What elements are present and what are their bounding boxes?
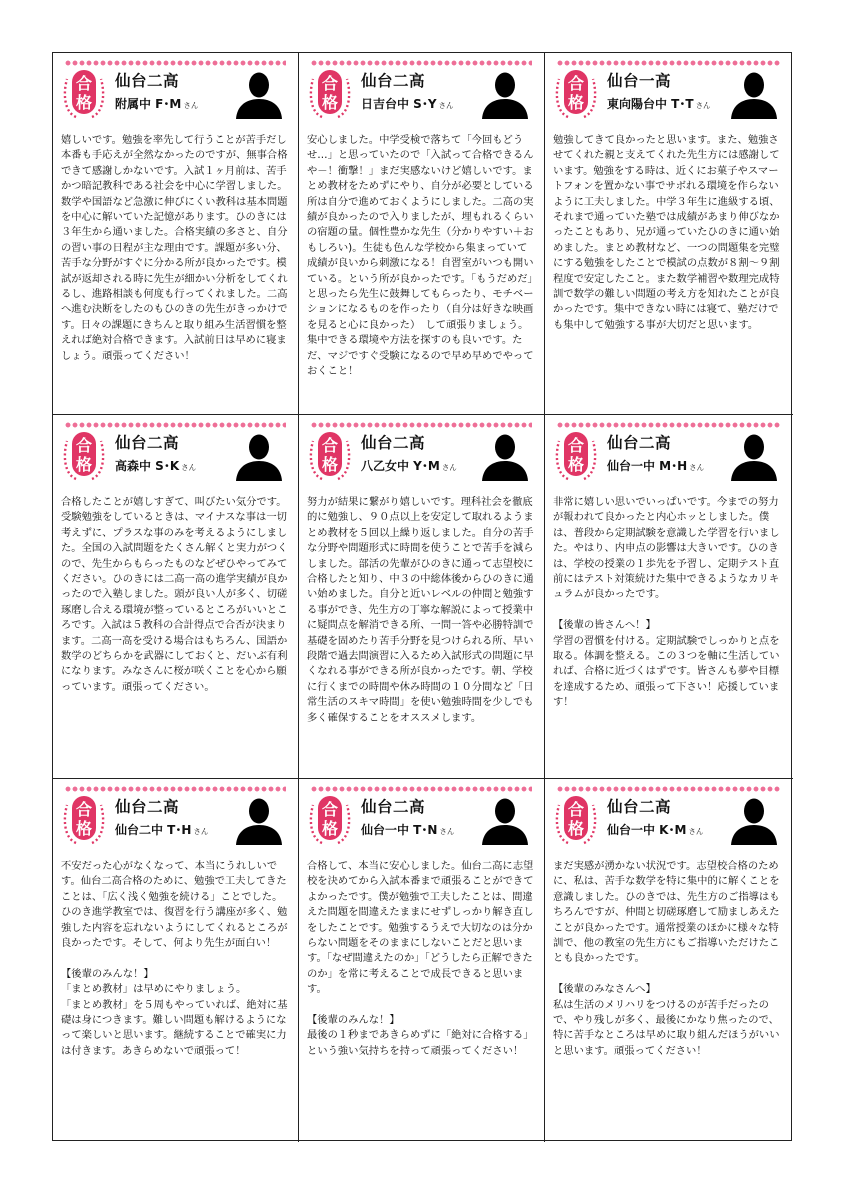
school-name: 仙台二高 <box>361 72 426 90</box>
testimonial-text: 努力が結果に繋がり嬉しいです。理科社会を徹底的に勉強し、９０点以上を安定して取れるようまとめ教材を５回以上繰り返しました。自分の苦手な分野や問題形式に時間を使うことで苦手を減らしました。部活の先輩がひのきに通って志望校に合格したと知り、中３の中総体後からひのきに通い始めました。自分と近いレベルの仲間と勉強する事ができ、先生方の丁寧な解説によって授業中に疑問点を解消できる所、一問一答や必勝特訓で基礎を固めたり苦手分野を見つけられる所、早い段階で過去問演習に入るため入試形式の問題に早くなれる事ができる所が良かったです。朝、学校に行くまでの時間や休み時間の１０分間など「日常生活のスキマ時間」を使い勉強時間を少しでも多く確保することをオススメします。 <box>307 496 534 724</box>
pass-badge-icon <box>61 429 107 481</box>
school-name: 仙台一高 <box>607 72 672 90</box>
testimonial-card <box>545 779 793 1142</box>
star-border-icon <box>65 60 286 66</box>
svg-text:格: 格 <box>567 455 585 474</box>
testimonial-card <box>53 53 299 415</box>
star-border-icon <box>311 422 532 428</box>
school-name: 仙台二高 <box>115 72 180 90</box>
pass-badge-icon <box>307 429 353 481</box>
student-name: 仙台一中 K･M さん <box>607 823 704 837</box>
svg-text:合: 合 <box>567 436 585 455</box>
student-name: 日吉台中 S･Y さん <box>361 97 454 111</box>
pass-badge-icon <box>307 67 353 119</box>
svg-text:合: 合 <box>75 436 93 455</box>
star-border-icon <box>65 786 286 792</box>
card-header <box>53 415 298 487</box>
student-name: 仙台二中 T･H さん <box>115 823 209 837</box>
star-border-icon <box>65 422 286 428</box>
person-silhouette-icon <box>729 431 779 481</box>
card-header <box>53 53 298 125</box>
svg-text:格: 格 <box>321 819 339 838</box>
card-header <box>545 53 793 125</box>
card-header <box>299 415 544 487</box>
card-header <box>299 53 544 125</box>
school-name: 仙台二高 <box>361 434 426 452</box>
student-name: 東向陽台中 T･T さん <box>607 97 711 111</box>
student-name: 仙台一中 T･N さん <box>361 823 455 837</box>
testimonial-text: 勉強してきて良かったと思います。また、勉強させてくれた親と支えてくれた先生方には感謝しています。勉強をする時は、近くにお菓子やスマートフォンを置かない事でサボれる環境を作らないように工夫しました。中学３年生に進級する頃、それまで通っていた塾では成績があまり伸びなかったこともあり、兄が通っていたひのきに通い始めました。まとめ教材など、一つの問題集を完璧にする勉強をしたことで模試の点数が８割～９割程度で安定したこと。また数学補習や数理完成特訓で数学の難しい問題の考え方を知れたことが良かったです。集中できない時には寝て、塾だけでも集中して勉強する事が大切だと思います。 <box>553 134 780 331</box>
pass-badge-icon <box>61 793 107 845</box>
svg-text:合: 合 <box>321 74 339 93</box>
testimonial-card <box>299 53 545 415</box>
person-silhouette-icon <box>234 431 284 481</box>
svg-text:合: 合 <box>75 74 93 93</box>
student-name: 高森中 S･K さん <box>115 459 197 473</box>
student-name: 八乙女中 Y･M さん <box>361 459 457 473</box>
school-name: 仙台二高 <box>607 434 672 452</box>
testimonial-card <box>299 779 545 1142</box>
person-silhouette-icon <box>729 69 779 119</box>
pass-badge-icon <box>307 793 353 845</box>
testimonial-text: まだ実感が湧かない状況です。志望校合格のために、私は、苦手な数学を特に集中的に解くことを意識しました。ひのきでは、先生方のご指導はもちろんですが、仲間と切磋琢磨して励ましあえたことが良かったです。通常授業のほかに様々な特訓で、他の教室の先生方にもご指導いただけたことも良かったです。 【後輩のみなさんへ】 私は生活のメリハリをつけるのが苦手だったので、やり残しが多く、最後にかなり焦ったので、特に苦手なところは早めに取り組んだほうがいいと思います。頑張ってください！ <box>553 860 780 1057</box>
svg-text:格: 格 <box>567 819 585 838</box>
testimonial-text: 嬉しいです。勉強を率先して行うことが苦手だし本番も手応えが全然なかったのですが、無事合格できて感謝しかないです。入試１ヶ月前は、苦手かつ暗記教科である社会を中心に学習しました。数学や国語など急激に伸びにくい教科は基本問題を中心に解いていた記憶があります。ひのきには３年生から通いました。合格実績の多さと、自分の習い事の日程が主な理由です。課題が多い分、苦手な分野がすぐに分かる所が良かったです。模試が返却される時に先生が細かい分析をしてくれるし、進路相談も何度も行ってくれました。二高へ進む決断をしたのもひのきの先生がきっかけです。日々の課題にきちんと取り組み生活習慣を整えれば絶対合格できます。入試前日は早めに寝ましょう。頑張ってください！ <box>61 134 288 362</box>
svg-text:格: 格 <box>75 455 93 474</box>
person-silhouette-icon <box>234 69 284 119</box>
star-border-icon <box>557 60 781 66</box>
svg-text:合: 合 <box>321 436 339 455</box>
star-border-icon <box>557 786 781 792</box>
svg-text:格: 格 <box>321 455 339 474</box>
testimonial-text: 安心しました。中学受検で落ちて「今回もどうせ…」と思っていたので「入試って合格できるんや－！衝撃！」まだ実感ないけど嬉しいです。まとめ教材をためずにやり、自分が必要としている所は自分で進めておくようにしました。二高の実績が良かったので入りましたが、埋もれるくらいの宿題の量。個性豊かな先生（分かりやすい＋おもしろい)。生徒も色んな学校から集まっていて成績が良いから刺激になる！自習室がいつも開いている。という所が良かったです。「もうだめだ」と思ったら先生に鼓舞してもらったり、モチベーションになるものを作ったり（自分は好きな映画を見ると心に良かった） して頑張りましょう。集中できる環境や方法を探すのも良いです。ただ、マジですぐ受験になるので早め早めでやっておくこと！ <box>307 134 534 378</box>
testimonial-card <box>545 53 793 415</box>
testimonial-card <box>299 415 545 779</box>
person-silhouette-icon <box>729 795 779 845</box>
testimonial-text: 非常に嬉しい思いでいっぱいです。今までの努力が報われて良かったと内心ホッとしました。僕は、普段から定期試験を意識した学習を行いました。やはり、内申点の影響は大きいです。ひのきは、学校の授業の１歩先を予習し、定期テスト直前にはテスト対策続けた集中できるようなカリキュラムが良かったです。 【後輩の皆さんへ！】 学習の習慣を付ける。定期試験でしっかりと点を取る。体調を整える。この３つを軸に生活していれば、合格に近づくはずです。皆さんも夢や目標を達成するため、頑張って下さい！応援しています！ <box>553 496 780 709</box>
svg-text:格: 格 <box>75 93 93 112</box>
person-silhouette-icon <box>480 795 530 845</box>
svg-text:格: 格 <box>321 93 339 112</box>
pass-badge-icon <box>553 67 599 119</box>
testimonial-card <box>53 779 299 1142</box>
svg-text:格: 格 <box>75 819 93 838</box>
person-silhouette-icon <box>480 69 530 119</box>
school-name: 仙台二高 <box>361 798 426 816</box>
star-border-icon <box>311 786 532 792</box>
pass-badge-icon <box>553 429 599 481</box>
school-name: 仙台二高 <box>115 434 180 452</box>
svg-text:合: 合 <box>567 800 585 819</box>
star-border-icon <box>557 422 781 428</box>
svg-text:合: 合 <box>321 800 339 819</box>
person-silhouette-icon <box>234 795 284 845</box>
testimonial-text: 不安だった心がなくなって、本当にうれしいです。仙台二高合格のために、勉強で工夫してきたことは、「広く浅く勉強を続ける」ことでした。ひのき進学教室では、復習を行う講座が多く、勉強した内容を忘れないようにしてくれるところが良かったです。そして、何より先生が面白い！ 【後輩のみんな！】 「まとめ教材」は早めにやりましょう。 「まとめ教材」を５周もやっていれば、絶対に基礎は身につきます。難しい問題も解けるようになって楽しいと思います。継続することで確実に力は付きます。あきらめないで頑張って！ <box>61 860 288 1057</box>
testimonial-card <box>545 415 793 779</box>
card-header <box>545 779 793 851</box>
testimonial-text: 合格して、本当に安心しました。仙台二高に志望校を決めてから入試本番まで頑張ることができてよかったです。僕が勉強で工夫したことは、間違えた問題を間違えたままにせずしっかり解き直しをしたことです。勉強するうえで大切なのは分からない問題をそのままにしないことだと思います。「なぜ間違えたのか」「どうしたら正解できたのか」を常に考えることで成長できると思います。 【後輩のみんな！】 最後の１秒まであきらめずに「絶対に合格する」という強い気持ちを持って頑張ってください！ <box>307 860 534 1057</box>
star-border-icon <box>311 60 532 66</box>
testimonial-grid <box>52 52 792 1141</box>
testimonial-text: 合格したことが嬉しすぎて、叫びたい気分です。受験勉強をしているときは、マイナスな事は一切考えずに、プラスな事のみを考えるようにしました。全国の入試問題をたくさん解くと実力がつくので、先生からもらったものなどぜひやってみてください。ひのきには二高一高の進学実績が良かったので入塾しました。頭が良い人が多く、切磋琢磨し合える環境が整っているところがいいところです。入試は５教科の合計得点で合否が決まります。二高一高を受ける場合はもちろん、国語か数学のどちらかを武器にしておくと、だいぶ有利になります。みなさんに桜が咲くことを心から願っています。頑張ってください。 <box>61 496 288 693</box>
svg-text:格: 格 <box>567 93 585 112</box>
pass-badge-icon <box>553 793 599 845</box>
school-name: 仙台二高 <box>115 798 180 816</box>
student-name: 附属中 F･M さん <box>115 97 199 111</box>
testimonial-card <box>53 415 299 779</box>
card-header <box>53 779 298 851</box>
school-name: 仙台二高 <box>607 798 672 816</box>
card-header <box>545 415 793 487</box>
svg-text:合: 合 <box>75 800 93 819</box>
svg-text:合: 合 <box>567 74 585 93</box>
person-silhouette-icon <box>480 431 530 481</box>
card-header <box>299 779 544 851</box>
pass-badge-icon <box>61 67 107 119</box>
student-name: 仙台一中 M･H さん <box>607 459 705 473</box>
